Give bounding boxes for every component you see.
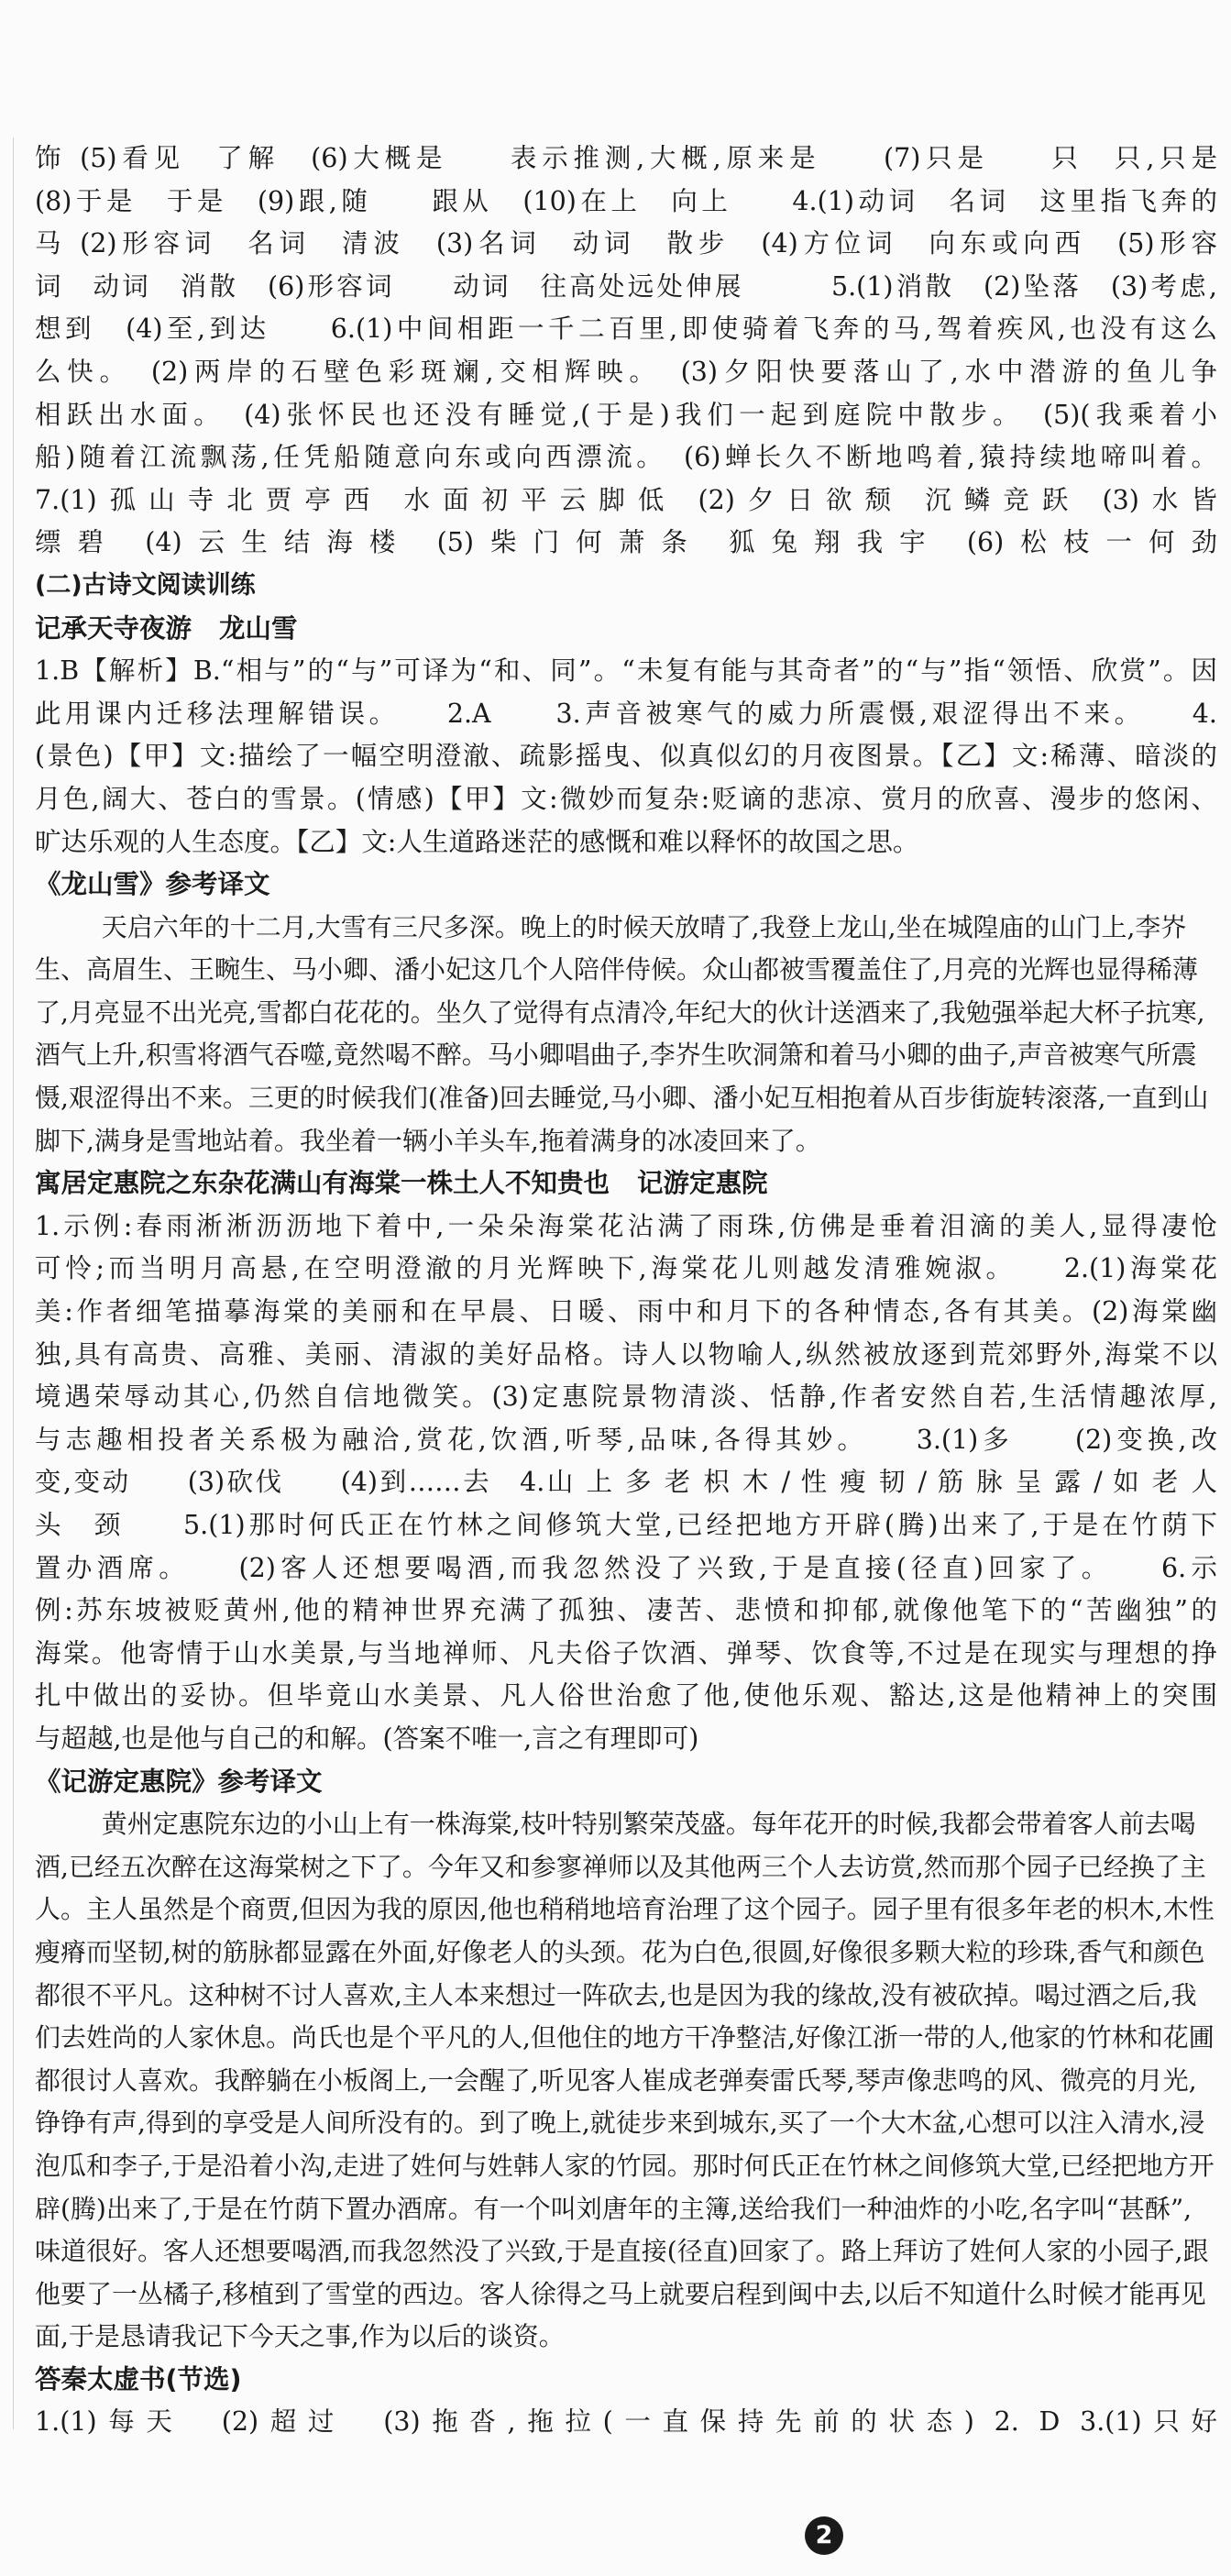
poem-line-part: (5)柴门何萧条	[436, 527, 704, 558]
answer-part: 1.(1)每天 (2)超过 (3)拖沓,拖拉(一直保持先前的状态)	[35, 2406, 974, 2438]
poem-line-part: 狐兔翔我宇	[728, 527, 942, 558]
answer-line: (8)于是 于是 (9)跟,随 跟从 (10)在上 向上 4.(1)动词 名词 这里指飞奔的	[35, 185, 1217, 216]
margin-rule	[13, 138, 14, 2429]
answer-part: 3.(1)只好	[1080, 2406, 1217, 2438]
poem-line-part: 缥碧	[35, 527, 121, 558]
answer-line: 海棠。他寄情于山水美景,与当地禅师、凡夫俗子饮酒、弹琴、饮食等,不过是在现实与理想的挣	[35, 1637, 1217, 1668]
answer-line: 么快。 (2)两岸的石壁色彩斑斓,交相辉映。 (3)夕阳快要落山了,水中潜游的鱼儿争	[35, 356, 1217, 387]
heading-part: 记游定惠院	[637, 1168, 768, 1199]
translation-title-ding-hui-yuan: 《记游定惠院》参考译文	[35, 1766, 323, 1797]
heading-part: 寓居定惠院之东杂花满山有海棠一株土人不知贵也	[35, 1168, 610, 1199]
answer-line: 月色,阔大、苍白的雪景。(情感)【甲】文:微妙而复杂:贬谪的悲凉、赏月的欣喜、漫步的悠闲、	[35, 783, 1217, 814]
answer-line	[35, 2401, 1217, 2444]
poem-answer-line	[35, 522, 1217, 565]
answer-line: 1.B【解析】B.“相与”的“与”可译为“和、同”。“未复有能与其奇者”的“与”指“领悟、欣赏”。因	[35, 655, 1217, 687]
page-number-badge: 2	[805, 2516, 843, 2555]
heading-ji-cheng-tian-si	[35, 608, 1217, 651]
translation-paragraph: 黄州定惠院东边的小山上有一株海棠,枝叶特别繁荣茂盛。每年花开的时候,我都会带着客人前去喝酒,已经五次醉在这海棠树之下了。今年又和参寥禅师以及其他两三个人去访赏,然而那个园子已经换了主人。主人虽然是个商贾,但因为我的原因,他也稍稍地培育治理了这个园子。园子里有很多年老的枳木,木性瘦瘠而坚韧,树的筋脉都显露在外面,好像老人的头颈。花为白色,很圆,好像很多颗大粒的珍珠,香气和颜色都很不平凡。这种树不讨人喜欢,主人本来想过一阵砍去,也是因为我的缘故,没有被砍掉。喝过酒之后,我们去姓尚的人家休息。尚氏也是个平凡的人,但他住的地方干净整洁,好像江浙一带的人,他家的竹林和花圃都很讨人喜欢。我醉躺在小板阁上,一会醒了,听见客人崔成老弹奏雷氏琴,琴声像悲鸣的风、微亮的月光,铮铮有声,得到的享受是人间所没有的。到了晚上,就徒步来到城东,买了一个大木盆,心想可以注入清水,浸泡瓜和李子,于是沿着小沟,走进了姓何与姓韩人家的竹园。那时何氏正在竹林之间修筑大堂,已经把地方开辟(腾)出来了,于是在竹荫下置办酒席。有一个叫刘唐年的主簿,送给我们一种油炸的小吃,名字叫“甚酥”,味道很好。客人还想要喝酒,而我忽然没了兴致,于是直接(径直)回家了。路上拜访了姓何人家的小园子,跟他要了一丛橘子,移植到了雪堂的西边。客人徐得之马上就要启程到闽中去,以后不知道什么时候才能再见面,于是恳请我记下今天之事,作为以后的谈资。	[35, 1809, 1215, 2352]
answer-line: 词 动词 消散 (6)形容词 动词 往高处远处伸展 5.(1)消散 (2)坠落 (3)考虑,	[35, 270, 1217, 302]
answer-line: 变,变动 (3)砍伐 (4)到……去 4.山 上 多 老 枳 木 / 性 瘦 韧 / 筋 脉 呈 露 / 如 老 人	[35, 1467, 1217, 1498]
poem-line-part: 水面初平云脚低	[403, 484, 677, 515]
answer-line: 与超越,也是他与自己的和解。(答案不唯一,言之有理即可)	[35, 1723, 699, 1754]
translation-title-long-shan-xue: 《龙山雪》参考译文	[35, 869, 270, 900]
poem-line-part: 7.(1)孤山寺北贾亭西	[35, 484, 383, 515]
answer-content	[35, 138, 1217, 2444]
poem-line-part: (4)云生结海楼	[145, 527, 412, 558]
answer-line: 饰 (5)看见 了解 (6)大概是 表示推测,大概,原来是 (7)只是 只 只,只是	[35, 143, 1217, 173]
heading-part: 记承天寺夜游	[35, 612, 192, 644]
heading-ding-hui-yuan	[35, 1162, 1217, 1205]
poem-line-part: (2)夕日欲颓	[698, 484, 905, 515]
answer-part: 2. D	[994, 2406, 1061, 2438]
section-title: (二)古诗文阅读训练	[35, 570, 256, 600]
answer-line: 独,具有高贵、高雅、美丽、清淑的美好品格。诗人以物喻人,纵然被放逐到荒郊野外,海棠不以	[35, 1338, 1217, 1370]
answer-line: 马 (2)形容词 名词 清波 (3)名词 动词 散步 (4)方位词 向东或向西 (5)形容	[35, 228, 1217, 259]
answer-line: 美:作者细笔描摹海棠的美丽和在早晨、日暖、雨中和月下的各种情态,各有其美。(2)海棠幽	[35, 1296, 1217, 1327]
poem-line-part: (6)松枝一何劲	[966, 527, 1218, 558]
answer-line: 相跃出水面。 (4)张怀民也还没有睡觉,(于是)我们一起到庭院中散步。 (5)(我乘着小	[35, 399, 1217, 430]
answer-line: 头 颈 5.(1)那时何氏正在竹林之间修筑大堂,已经把地方开辟(腾)出来了,于是在竹荫下	[35, 1510, 1217, 1540]
answer-line: 与志趣相投者关系极为融洽,赏花,饮酒,听琴,品味,各得其妙。 3.(1)多 (2)变换,改	[35, 1424, 1217, 1455]
answer-line: 想到 (4)至,到达 6.(1)中间相距一千二百里,即使骑着飞奔的马,驾着疾风,也没有这么	[35, 314, 1217, 345]
poem-answer-line	[35, 479, 1217, 523]
answer-line: 1.示例:春雨淅淅沥沥地下着中,一朵朵海棠花沾满了雨珠,仿佛是垂着泪滴的美人,显得凄怆	[35, 1210, 1217, 1241]
heading-da-qin-tai-xu: 答秦太虚书(节选)	[35, 2363, 242, 2394]
poem-line-part: (3)水皆	[1102, 484, 1217, 515]
poem-line-part: 沉鳞竞跃	[925, 484, 1082, 515]
answer-line: 扎中做出的妥协。但毕竟山水美景、凡人俗世治愈了他,使他乐观、豁达,这是他精神上的突围	[35, 1680, 1217, 1712]
answer-line: (景色)【甲】文:描绘了一幅空明澄澈、疏影摇曳、似真似幻的月夜图景。【乙】文:稀薄、暗淡的	[35, 741, 1217, 772]
answer-line: 旷达乐观的人生态度。【乙】文:人生道路迷茫的感慨和难以释怀的故国之思。	[35, 826, 919, 857]
answer-line: 置办酒席。 (2)客人还想要喝酒,而我忽然没了兴致,于是直接(径直)回家了。 6.示	[35, 1552, 1217, 1583]
answer-line: 境遇荣辱动其心,仍然自信地微笑。(3)定惠院景物清淡、恬静,作者安然自若,生活情趣浓厚,	[35, 1382, 1217, 1413]
answer-line: 此用课内迁移法理解错误。 2.A 3.声音被寒气的威力所震慑,艰涩得出不来。 4.	[35, 698, 1217, 729]
heading-part: 龙山雪	[219, 612, 298, 644]
answer-line: 船)随着江流飘荡,任凭船随意向东或向西漂流。 (6)蝉长久不断地鸣着,猿持续地啼叫着。	[35, 442, 1217, 473]
translation-paragraph: 天启六年的十二月,大雪有三尺多深。晚上的时候天放晴了,我登上龙山,坐在城隍庙的山门上,李岕生、高眉生、王畹生、马小卿、潘小妃这几个人陪伴侍候。众山都被雪覆盖住了,月亮的光辉也显得稀薄了,月亮显不出光亮,雪都白花花的。坐久了觉得有点清冷,年纪大的伙计送酒来了,我勉强举起大杯子抗寒,酒气上升,积雪将酒气吞噬,竟然喝不醉。马小卿唱曲子,李岕生吹洞箫和着马小卿的曲子,声音被寒气所震慑,艰涩得出不来。三更的时候我们(准备)回去睡觉,马小卿、潘小妃互相抱着从百步街旋转滚落,一直到山脚下,满身是雪地站着。我坐着一辆小羊头车,拖着满身的冰凌回来了。	[35, 911, 1209, 1156]
answer-line: 例:苏东坡被贬黄州,他的精神世界充满了孤独、凄苦、悲愤和抑郁,就像他笔下的“苦幽独”的	[35, 1595, 1217, 1626]
answer-line: 可怜;而当明月高悬,在空明澄澈的月光辉映下,海棠花儿则越发清雅婉淑。 2.(1)海棠花	[35, 1253, 1217, 1284]
